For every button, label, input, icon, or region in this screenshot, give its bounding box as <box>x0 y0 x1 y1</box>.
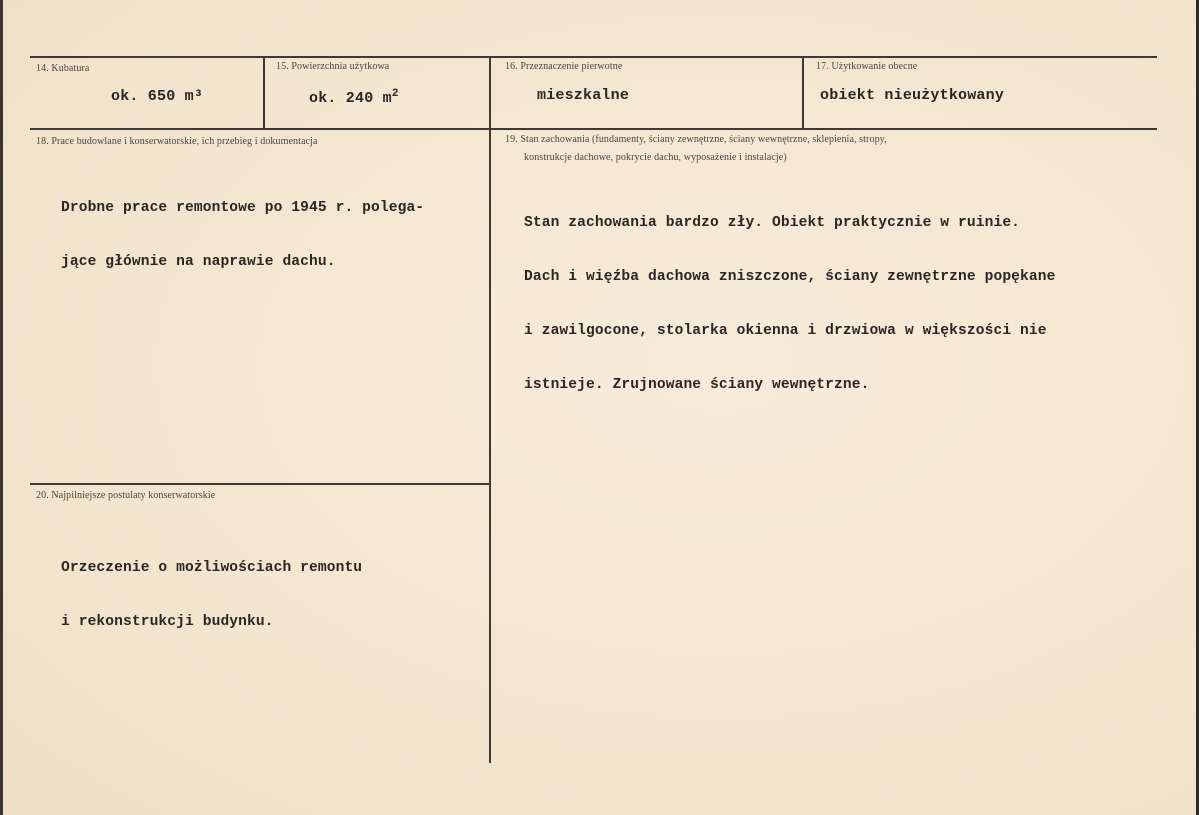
divider-15-16 <box>489 56 491 763</box>
divider-16-17 <box>802 56 804 128</box>
stan-label-line2: konstrukcje dachowe, pokrycie dachu, wyposażenie i instalacje) <box>524 152 787 163</box>
stan-line: i zawilgocone, stolarka okienna i drzwiowa w większości nie <box>524 323 1047 339</box>
section20-rule <box>30 483 490 485</box>
uzytkowanie-value: obiekt nieużytkowany <box>820 87 1005 104</box>
powierzchnia-unit-exponent: 2 <box>391 88 399 100</box>
postulaty-label: 20. Najpilniejsze postulaty konserwatorskie <box>36 490 216 501</box>
prace-label: 18. Prace budowlane i konserwatorskie, ich przebieg i dokumentacja <box>36 136 318 147</box>
stan-text <box>524 178 1055 430</box>
stan-label-line1: 19. Stan zachowania (fundamenty, ściany zewnętrzne, ściany wewnętrzne, sklepienia, stropy, <box>505 134 887 145</box>
przeznaczenie-value: mieszkalne <box>537 87 630 104</box>
prace-text <box>61 163 424 307</box>
stan-line: Stan zachowania bardzo zły. Obiekt praktycznie w ruinie. <box>524 215 1021 231</box>
card-edge-left <box>0 0 3 815</box>
stan-line: Dach i więźba dachowa zniszczone, ściany zewnętrzne popękane <box>524 269 1056 285</box>
powierzchnia-value <box>309 88 399 107</box>
divider-14-15 <box>263 56 265 128</box>
postulaty-line: Orzeczenie o możliwościach remontu <box>61 560 363 576</box>
uzytkowanie-label: 17. Użytkowanie obecne <box>816 61 918 72</box>
powierzchnia-label: 15. Powierzchnia użytkowa <box>276 61 390 72</box>
postulaty-text <box>61 523 362 667</box>
przeznaczenie-label: 16. Przeznaczenie pierwotne <box>505 61 623 72</box>
powierzchnia-value-text: ok. 240 m <box>309 90 392 107</box>
prace-line: jące głównie na naprawie dachu. <box>61 254 336 270</box>
kubatura-label: 14. Kubatura <box>36 63 90 74</box>
top-rule <box>30 56 1157 58</box>
stan-line: istnieje. Zrujnowane ściany wewnętrzne. <box>524 377 870 393</box>
row1-rule <box>30 128 1157 130</box>
prace-line: Drobne prace remontowe po 1945 r. polega- <box>61 200 425 216</box>
postulaty-line: i rekonstrukcji budynku. <box>61 614 274 630</box>
kubatura-value: ok. 650 m³ <box>111 88 204 105</box>
